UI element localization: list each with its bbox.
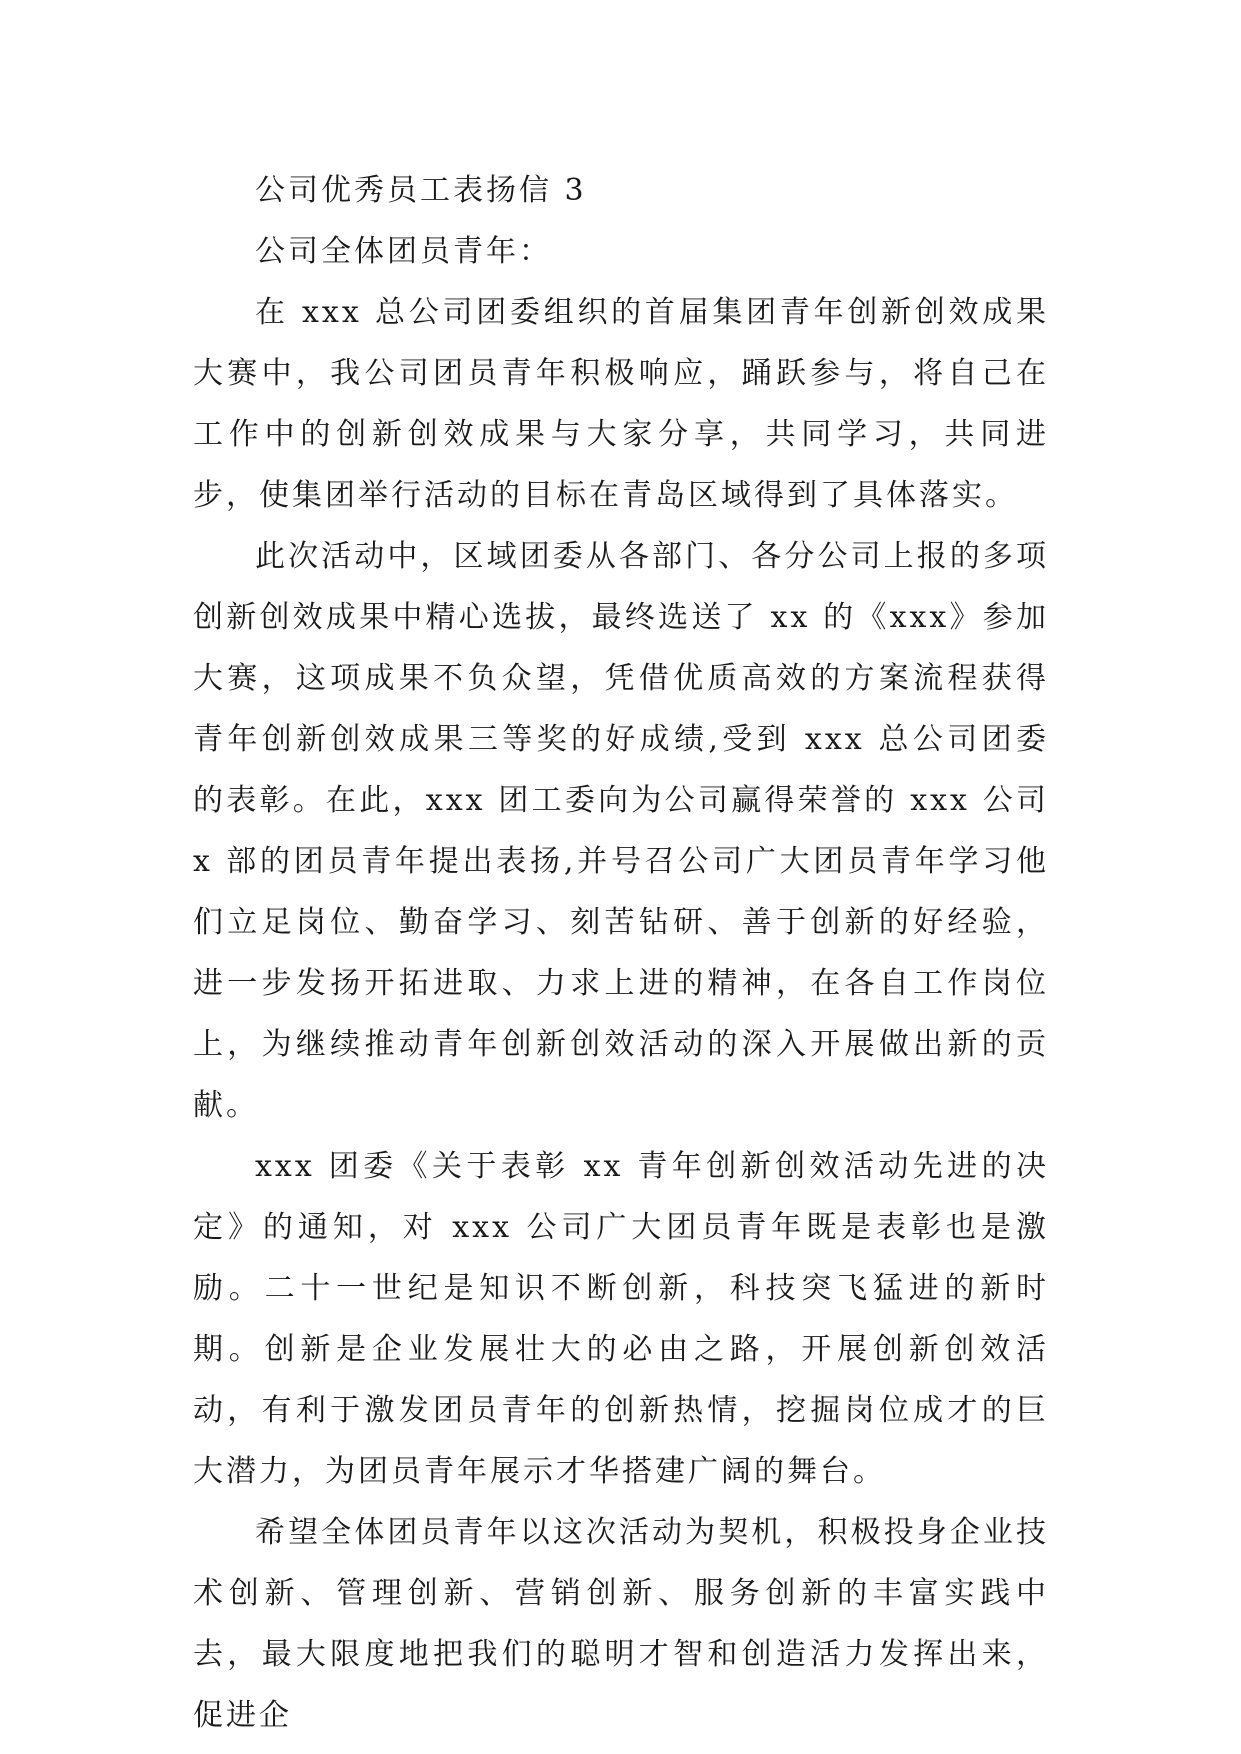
- salutation: 公司全体团员青年：: [255, 234, 552, 269]
- body-paragraph: xxx 团委《关于表彰 xx 青年创新创效活动先进的决定》的通知，对 xxx 公司广大团员青年既是表彰也是激励。二十一世纪是知识不断创新，科技突飞猛进的新时期。创新是企业发展壮大的必由之路，开展创新创效活动，有利于激发团员青年的创新热情，挖掘岗位成才的巨大潜力，为团员青年展示才华搭建广阔的舞台。: [193, 1149, 1049, 1489]
- document-title: 公司优秀员工表扬信 3: [255, 173, 587, 208]
- body-paragraph: 此次活动中，区域团委从各部门、各分公司上报的多项创新创效成果中精心选拔，最终选送了 xx 的《xxx》参加大赛，这项成果不负众望，凭借优质高效的方案流程获得青年创新创效成果三等奖的好成绩,受到 xxx 总公司团委的表彰。在此，xxx 团工委向为公司赢得荣誉的 xxx 公司 x 部的团员青年提出表扬,并号召公司广大团员青年学习他们立足岗位、勤奋学习、刻苦钻研、善于创新的好经验，进一步发扬开拓进取、力求上进的精神，在各自工作岗位上，为继续推动青年创新创效活动的深入开展做出新的贡献。: [193, 539, 1049, 1123]
- body-paragraph: 在 xxx 总公司团委组织的首届集团青年创新创效成果大赛中，我公司团员青年积极响应，踊跃参与，将自己在工作中的创新创效成果与大家分享，共同学习，共同进步，使集团举行活动的目标在青岛区域得到了具体落实。: [193, 295, 1049, 513]
- document-body: [193, 160, 1049, 1746]
- body-paragraph: 希望全体团员青年以这次活动为契机，积极投身企业技术创新、管理创新、营销创新、服务创新的丰富实践中去，最大限度地把我们的聪明才智和创造活力发挥出来，促进企: [193, 1515, 1049, 1733]
